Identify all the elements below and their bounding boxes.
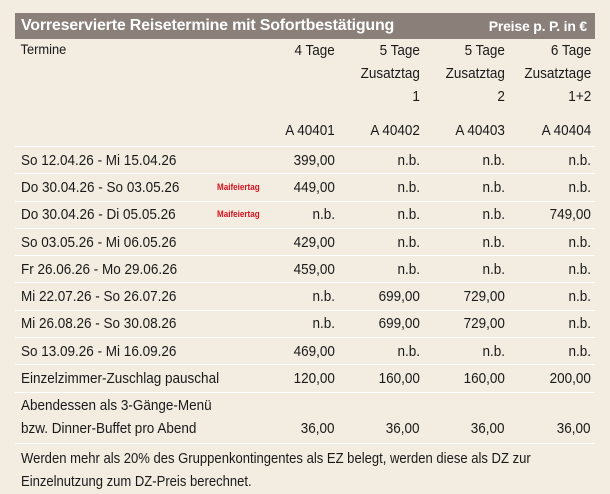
price-cell: 399,00 — [293, 151, 335, 169]
table-row — [15, 229, 595, 256]
column-header-5-tage-zusatztag-1 — [360, 39, 420, 139]
price-cell: 749,00 — [549, 206, 591, 224]
table-title: Vorreservierte Reisetermine mit Sofortbestätigung — [21, 17, 395, 34]
column-code: A 40401 — [285, 122, 335, 139]
footer-line1: Werden mehr als 20% des Gruppenkontingentes als EZ belegt, werden diese als DZ zur — [21, 450, 531, 467]
column-header-6-tage — [524, 39, 591, 139]
table-row — [15, 338, 595, 365]
column-code: A 40402 — [370, 122, 420, 139]
price-cell: 200,00 — [549, 370, 591, 388]
price-cell: n.b. — [568, 151, 591, 169]
price-cell: n.b. — [482, 206, 505, 224]
holiday-note: Maifeiertag — [217, 181, 260, 193]
column-header-line: 4 Tage — [294, 42, 335, 59]
price-cell: n.b. — [482, 342, 505, 360]
price-cell: n.b. — [482, 151, 505, 169]
column-header-line: 2 — [497, 88, 505, 105]
date-range: Mi 26.08.26 - So 30.08.26 — [21, 315, 177, 333]
price-cell: n.b. — [397, 178, 420, 196]
price-cell: n.b. — [482, 233, 505, 251]
table-row — [15, 311, 595, 338]
column-header-line: Zusatztag — [360, 65, 420, 82]
dinner-label-line1: Abendessen als 3-Gänge-Menü — [21, 396, 212, 414]
price-cell: 36,00 — [386, 419, 420, 437]
termine-header: Termine — [20, 41, 67, 57]
table-row — [15, 283, 595, 310]
price-note: Preise p. P. in € — [488, 18, 587, 34]
price-cell: n.b. — [312, 206, 335, 224]
price-cell: n.b. — [397, 342, 420, 360]
column-header-4-tage — [285, 39, 335, 139]
column-header-line: Zusatztag — [445, 65, 505, 82]
price-cell: n.b. — [397, 206, 420, 224]
date-range: Do 30.04.26 - So 03.05.26 — [21, 178, 180, 196]
price-cell: n.b. — [397, 151, 420, 169]
price-cell: n.b. — [397, 260, 420, 278]
price-cell: n.b. — [568, 233, 591, 251]
surcharge-row — [15, 365, 595, 392]
price-cell: n.b. — [312, 315, 335, 333]
price-cell: 449,00 — [293, 178, 335, 196]
price-cell: n.b. — [482, 178, 505, 196]
price-cell: 36,00 — [557, 419, 591, 437]
price-cell: n.b. — [568, 342, 591, 360]
price-cell: 120,00 — [293, 370, 335, 388]
price-cell: 36,00 — [471, 419, 505, 437]
price-cell: n.b. — [312, 288, 335, 306]
price-cell: n.b. — [568, 288, 591, 306]
date-range: Do 30.04.26 - Di 05.05.26 — [21, 206, 176, 224]
table-row — [15, 256, 595, 283]
price-cell: n.b. — [568, 178, 591, 196]
price-cell: n.b. — [397, 233, 420, 251]
date-rows — [15, 147, 595, 365]
table-row — [15, 202, 595, 229]
price-cell: 699,00 — [378, 315, 420, 333]
column-code: A 40404 — [541, 122, 591, 139]
column-header-line: Zusatztage — [524, 65, 591, 82]
price-cell: n.b. — [482, 260, 505, 278]
date-range: Mi 22.07.26 - So 26.07.26 — [21, 288, 177, 306]
footer-note — [15, 444, 595, 494]
price-cell: 699,00 — [378, 288, 420, 306]
column-code: A 40403 — [455, 122, 505, 139]
column-header-line: 1+2 — [568, 88, 591, 105]
date-range: So 13.09.26 - Mi 16.09.26 — [21, 342, 177, 360]
date-range: So 12.04.26 - Mi 15.04.26 — [21, 151, 177, 169]
price-cell: 469,00 — [293, 342, 335, 360]
dinner-row — [15, 393, 595, 444]
price-cell: 729,00 — [463, 315, 505, 333]
column-header-5-tage-zusatztag-2 — [445, 39, 505, 139]
price-cell: 36,00 — [301, 419, 335, 437]
dinner-label-line2: bzw. Dinner-Buffet pro Abend — [21, 419, 197, 437]
price-cell: 459,00 — [293, 260, 335, 278]
table-banner — [15, 13, 595, 39]
surcharge-label: Einzelzimmer-Zuschlag pauschal — [21, 370, 220, 388]
column-header-line: 1 — [412, 88, 420, 105]
column-header-line: 5 Tage — [464, 42, 505, 59]
table-row — [15, 147, 595, 174]
column-header-line: 5 Tage — [379, 42, 420, 59]
date-range: So 03.05.26 - Mi 06.05.26 — [21, 233, 177, 251]
column-header-line: 6 Tage — [550, 42, 591, 59]
table-row — [15, 174, 595, 201]
price-cell: 160,00 — [463, 370, 505, 388]
date-range: Fr 26.06.26 - Mo 29.06.26 — [21, 260, 178, 278]
price-cell: 160,00 — [378, 370, 420, 388]
price-cell: 429,00 — [293, 233, 335, 251]
column-header-row — [15, 39, 595, 147]
footer-line2: Einzelnutzung zum DZ-Preis berechnet. — [21, 473, 252, 490]
price-cell: n.b. — [568, 315, 591, 333]
price-cell: 729,00 — [463, 288, 505, 306]
price-cell: n.b. — [568, 260, 591, 278]
holiday-note: Maifeiertag — [217, 209, 260, 221]
price-table — [15, 13, 595, 494]
